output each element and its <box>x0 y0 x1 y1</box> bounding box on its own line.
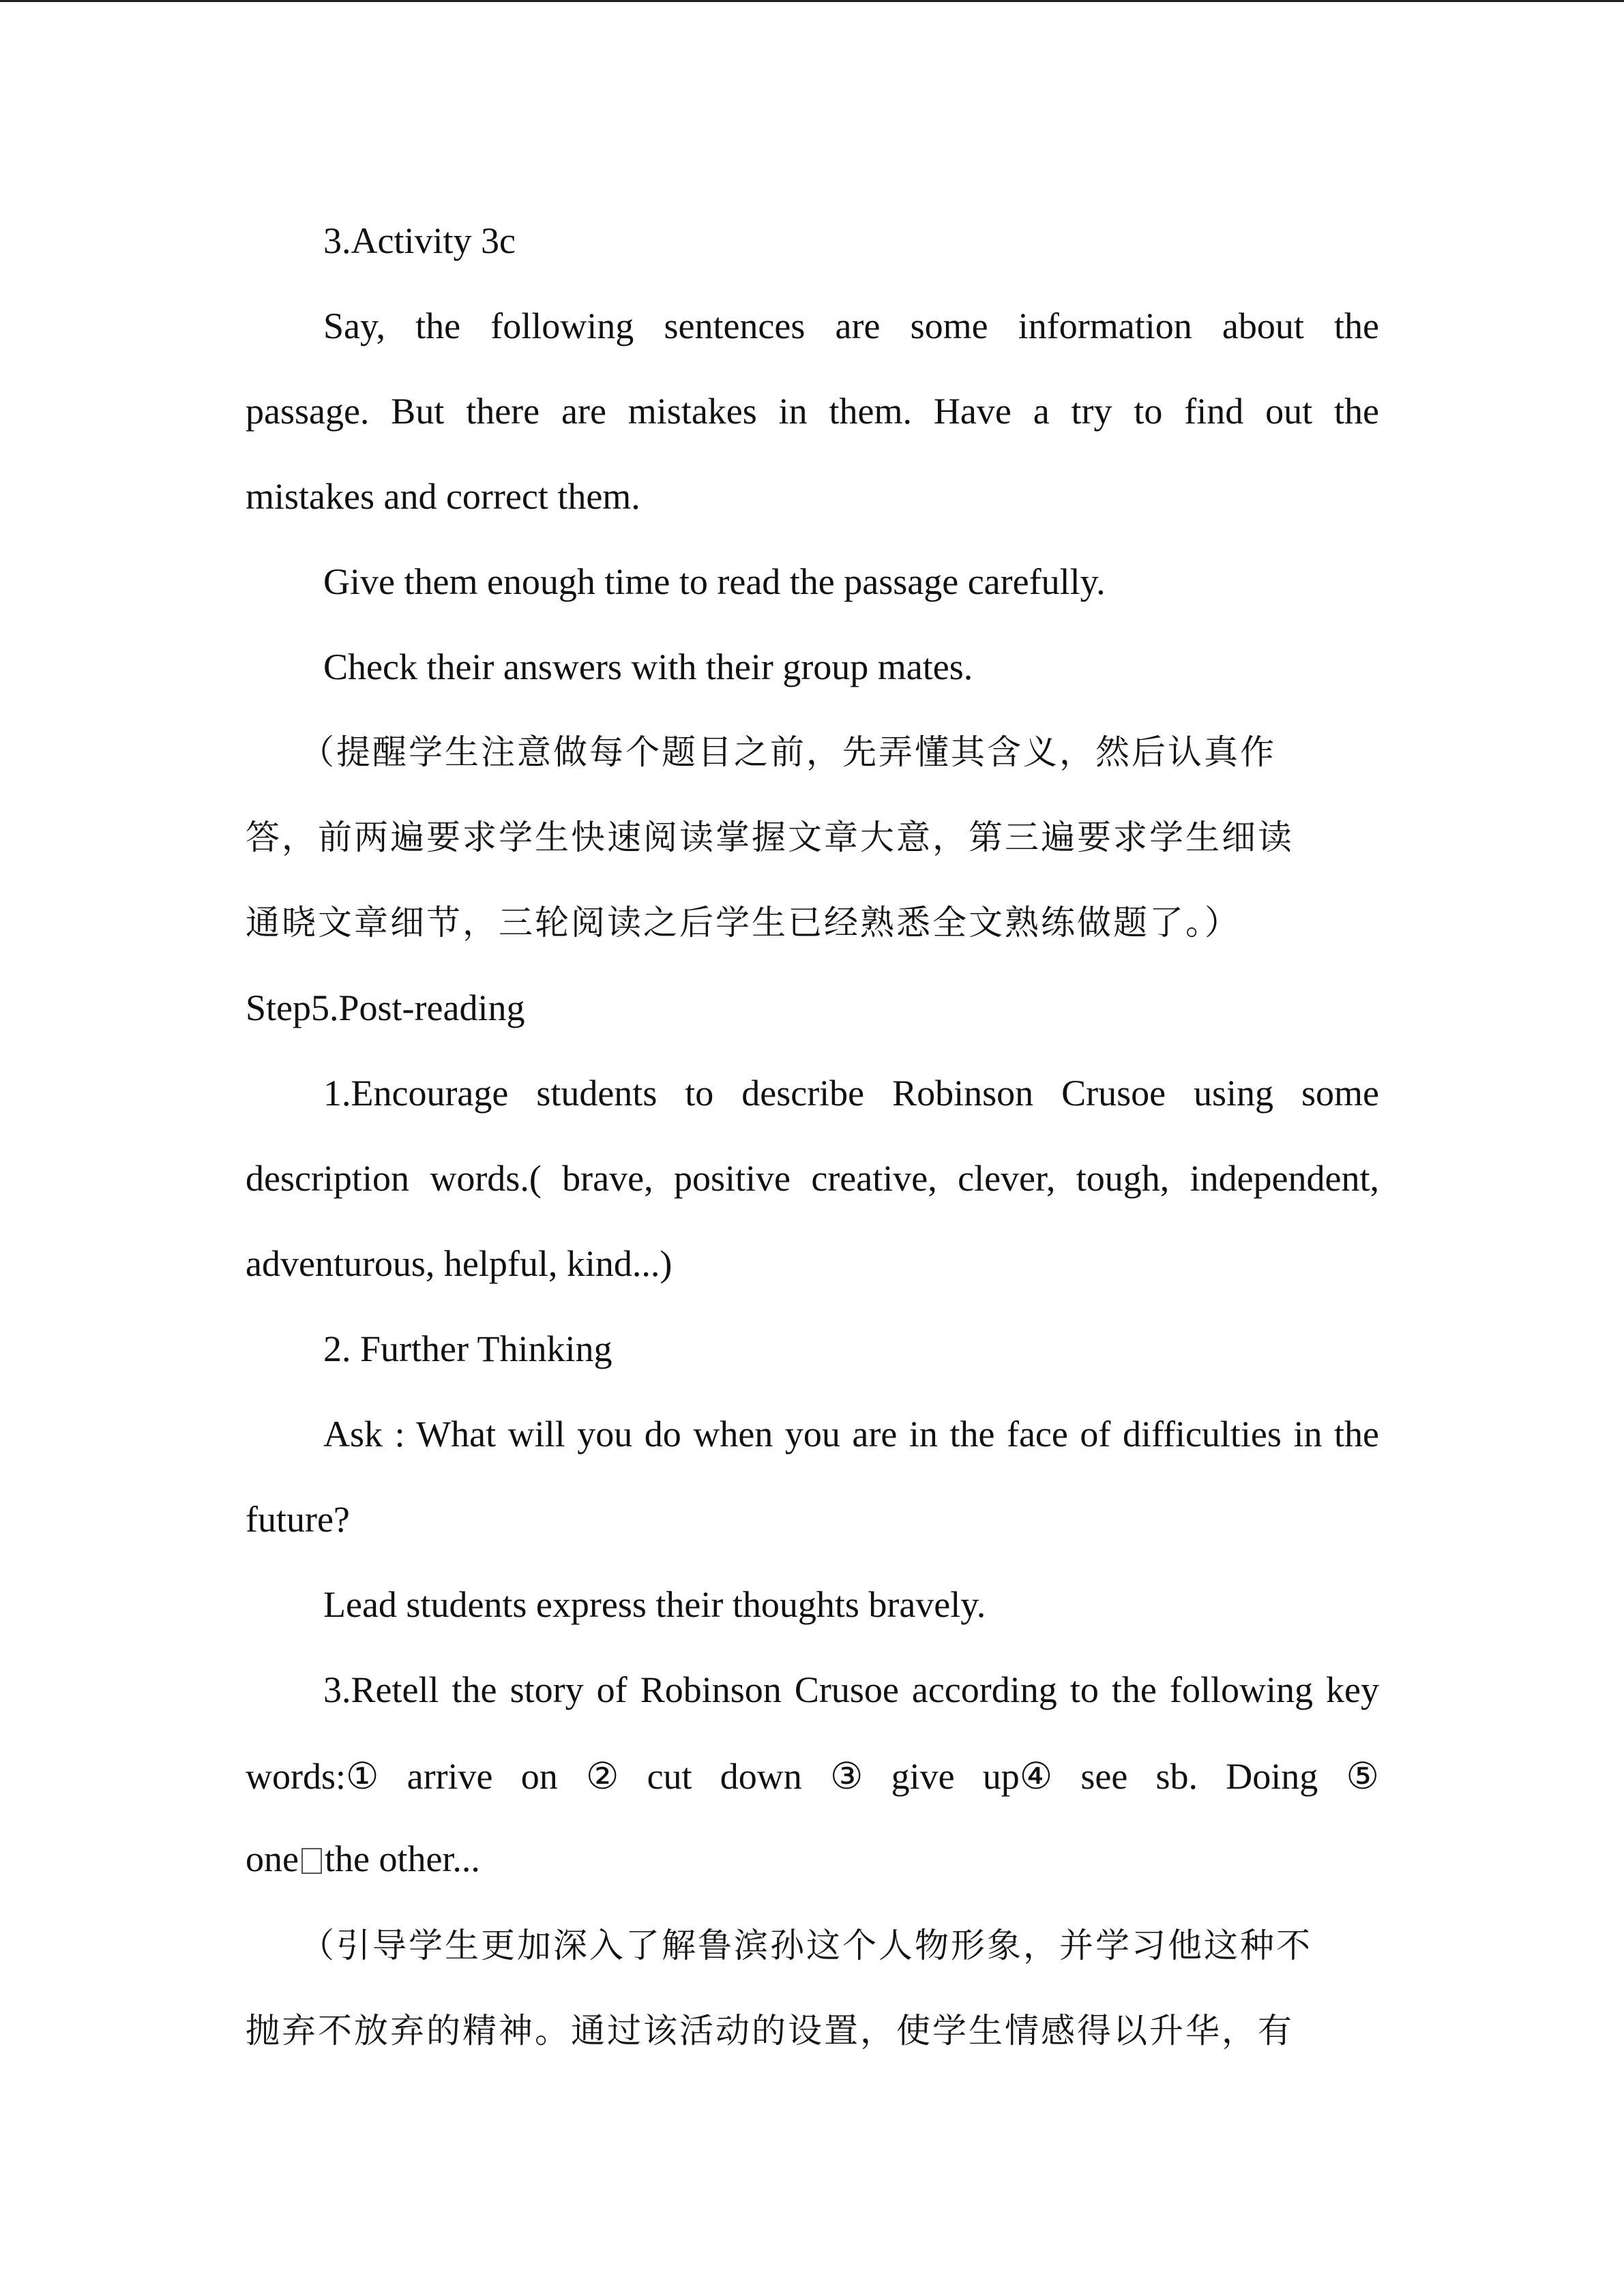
encourage-line-1: 1.Encourage students to describe Robinson Crusoe using some <box>323 1073 1379 1114</box>
key-word: words:① <box>246 1756 379 1797</box>
activity-note-line-1: （提醒学生注意做每个题目之前，先弄懂其含义，然后认真作 <box>300 732 1276 772</box>
activity-note-line-2: 答，前两遍要求学生快速阅读掌握文章大意，第三遍要求学生细读 <box>246 818 1294 857</box>
key-word: ⑤ <box>1346 1756 1379 1797</box>
key-word: arrive <box>407 1756 493 1797</box>
ask-line-1: Ask : What will you do when you are in the face of difficulties in the <box>323 1414 1379 1455</box>
key-word: cut <box>647 1756 692 1797</box>
give-time-paragraph: Give them enough time to read the passage carefully. <box>323 561 1106 602</box>
encourage-line-2: description words.( brave, positive creative, clever, tough, independent, <box>246 1158 1379 1199</box>
key-word: ③ <box>829 1756 863 1797</box>
key-word: give <box>891 1756 955 1797</box>
lead-students-paragraph: Lead students express their thoughts bravely. <box>323 1584 986 1625</box>
activity-instruction-line-1: Say, the following sentences are some information about the <box>323 305 1379 346</box>
page-top-border <box>0 0 1624 2</box>
post-reading-note-line-2: 抛弃不放弃的精神。通过该活动的设置，使学生情感得以升华，有 <box>246 2011 1294 2051</box>
retell-key-words-line <box>246 1753 1379 1800</box>
retell-line-3 <box>246 1835 1379 1883</box>
retell-line-3-end: the other... <box>324 1838 480 1879</box>
encourage-line-3: adventurous, helpful, kind...) <box>246 1243 673 1284</box>
post-reading-note-line-1: （引导学生更加深入了解鲁滨孙这个人物形象，并学习他这种不 <box>300 1926 1312 1965</box>
key-word: ② <box>585 1756 619 1797</box>
missing-glyph-box-icon <box>301 1848 322 1874</box>
activity-instruction-line-2: passage. But there are mistakes in them. Have a try to find out the <box>246 391 1379 432</box>
post-reading-heading: Step5.Post-reading <box>246 987 525 1028</box>
key-word: Doing <box>1226 1756 1318 1797</box>
activity-instruction-line-3: mistakes and correct them. <box>246 476 640 517</box>
ask-line-2: future? <box>246 1499 350 1540</box>
retell-line-1: 3.Retell the story of Robinson Crusoe according to the following key <box>323 1669 1379 1710</box>
check-answers-paragraph: Check their answers with their group mates. <box>323 646 973 687</box>
activity-heading: 3.Activity 3c <box>323 220 516 261</box>
key-word: see <box>1080 1756 1128 1797</box>
key-word: sb. <box>1155 1756 1198 1797</box>
further-thinking-heading: 2. Further Thinking <box>323 1328 612 1369</box>
key-word: down <box>720 1756 802 1797</box>
key-word: up④ <box>982 1756 1053 1797</box>
activity-note-line-3: 通晓文章细节，三轮阅读之后学生已经熟悉全文熟练做题了。） <box>246 903 1241 942</box>
key-word: on <box>520 1756 558 1797</box>
retell-line-3-start: one <box>246 1838 299 1879</box>
